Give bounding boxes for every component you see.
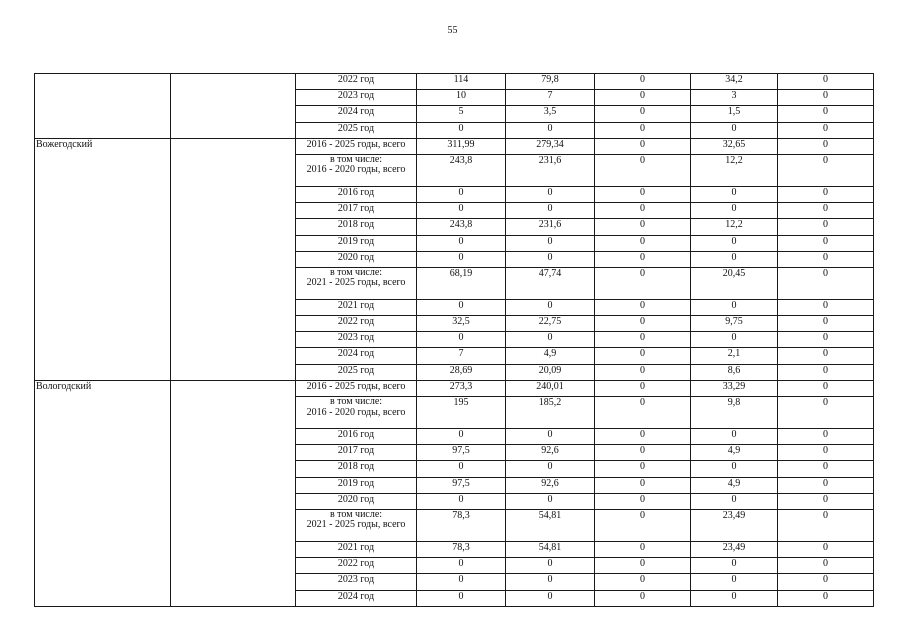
- total-value-cell: 114: [417, 74, 506, 90]
- total-value-cell: 32,5: [417, 316, 506, 332]
- value-col4-cell: 12,2: [691, 154, 778, 186]
- table-row: [35, 74, 874, 90]
- total-value-cell: 78,3: [417, 541, 506, 557]
- value-col3-cell: 0: [595, 122, 691, 138]
- value-col2-cell: 20,09: [506, 364, 595, 380]
- value-col5-cell: 0: [778, 203, 874, 219]
- value-col4-cell: 4,9: [691, 477, 778, 493]
- period-cell: 2024 год: [296, 106, 417, 122]
- value-col2-cell: 231,6: [506, 154, 595, 186]
- value-col2-cell: 0: [506, 299, 595, 315]
- period-line: 2021 - 2025 годы, всего: [306, 277, 406, 289]
- budget-table: [34, 73, 874, 607]
- value-col2-cell: 92,6: [506, 477, 595, 493]
- value-col5-cell: 0: [778, 235, 874, 251]
- total-value-cell: 0: [417, 235, 506, 251]
- value-col3-cell: 0: [595, 380, 691, 396]
- value-col4-cell: 0: [691, 590, 778, 606]
- period-cell: 2024 год: [296, 590, 417, 606]
- total-value-cell: 0: [417, 574, 506, 590]
- total-value-cell: 0: [417, 122, 506, 138]
- total-value-cell: 0: [417, 332, 506, 348]
- value-col2-cell: 0: [506, 590, 595, 606]
- value-col4-cell: 0: [691, 203, 778, 219]
- value-col5-cell: 0: [778, 461, 874, 477]
- value-col3-cell: 0: [595, 429, 691, 445]
- value-col3-cell: 0: [595, 154, 691, 186]
- value-col4-cell: 0: [691, 429, 778, 445]
- value-col4-cell: 0: [691, 299, 778, 315]
- value-col5-cell: 0: [778, 332, 874, 348]
- value-col5-cell: 0: [778, 90, 874, 106]
- total-value-cell: 0: [417, 251, 506, 267]
- period-line: в том числе:: [329, 509, 383, 520]
- period-cell: 2022 год: [296, 74, 417, 90]
- total-value-cell: 7: [417, 348, 506, 364]
- district-name-cell: [35, 74, 171, 139]
- period-cell: 2016 - 2025 годы, всего: [296, 138, 417, 154]
- value-col5-cell: 0: [778, 267, 874, 299]
- period-cell: 2023 год: [296, 332, 417, 348]
- period-line: 2016 - 2020 годы, всего: [306, 406, 406, 418]
- value-col2-cell: 4,9: [506, 348, 595, 364]
- value-col3-cell: 0: [595, 509, 691, 541]
- total-value-cell: 0: [417, 590, 506, 606]
- total-value-cell: 0: [417, 203, 506, 219]
- value-col5-cell: 0: [778, 509, 874, 541]
- value-col3-cell: 0: [595, 332, 691, 348]
- value-col4-cell: 9,8: [691, 397, 778, 429]
- value-col5-cell: 0: [778, 364, 874, 380]
- value-col3-cell: 0: [595, 235, 691, 251]
- value-col5-cell: 0: [778, 316, 874, 332]
- value-col5-cell: 0: [778, 154, 874, 186]
- total-value-cell: 28,69: [417, 364, 506, 380]
- total-value-cell: 243,8: [417, 219, 506, 235]
- value-col3-cell: 0: [595, 541, 691, 557]
- value-col2-cell: 0: [506, 122, 595, 138]
- value-col4-cell: 2,1: [691, 348, 778, 364]
- value-col5-cell: 0: [778, 493, 874, 509]
- value-col2-cell: 0: [506, 186, 595, 202]
- total-value-cell: 0: [417, 558, 506, 574]
- value-col5-cell: 0: [778, 106, 874, 122]
- value-col5-cell: 0: [778, 477, 874, 493]
- period-line: в том числе:: [329, 267, 383, 278]
- total-value-cell: 0: [417, 429, 506, 445]
- value-col5-cell: 0: [778, 541, 874, 557]
- value-col4-cell: 0: [691, 235, 778, 251]
- value-col2-cell: 79,8: [506, 74, 595, 90]
- value-col2-cell: 240,01: [506, 380, 595, 396]
- page-number: 55: [447, 25, 458, 36]
- value-col2-cell: 3,5: [506, 106, 595, 122]
- value-col2-cell: 0: [506, 251, 595, 267]
- value-col2-cell: 92,6: [506, 445, 595, 461]
- value-col4-cell: 3: [691, 90, 778, 106]
- value-col2-cell: 0: [506, 461, 595, 477]
- blank-column-cell: [171, 380, 296, 606]
- table-row: [35, 138, 874, 154]
- value-col2-cell: 185,2: [506, 397, 595, 429]
- value-col3-cell: 0: [595, 74, 691, 90]
- period-cell: 2023 год: [296, 90, 417, 106]
- total-value-cell: 0: [417, 299, 506, 315]
- value-col3-cell: 0: [595, 364, 691, 380]
- value-col3-cell: 0: [595, 203, 691, 219]
- total-value-cell: 273,3: [417, 380, 506, 396]
- period-cell: 2025 год: [296, 122, 417, 138]
- value-col3-cell: 0: [595, 90, 691, 106]
- value-col5-cell: 0: [778, 445, 874, 461]
- total-value-cell: 195: [417, 397, 506, 429]
- value-col5-cell: 0: [778, 251, 874, 267]
- value-col4-cell: 20,45: [691, 267, 778, 299]
- value-col4-cell: 34,2: [691, 74, 778, 90]
- value-col4-cell: 8,6: [691, 364, 778, 380]
- value-col5-cell: 0: [778, 397, 874, 429]
- value-col2-cell: 0: [506, 558, 595, 574]
- value-col2-cell: 47,74: [506, 267, 595, 299]
- value-col3-cell: 0: [595, 574, 691, 590]
- total-value-cell: 78,3: [417, 509, 506, 541]
- period-cell: 2021 год: [296, 299, 417, 315]
- value-col3-cell: 0: [595, 348, 691, 364]
- period-cell: 2018 год: [296, 219, 417, 235]
- period-cell: 2018 год: [296, 461, 417, 477]
- value-col3-cell: 0: [595, 316, 691, 332]
- value-col5-cell: 0: [778, 590, 874, 606]
- value-col2-cell: 0: [506, 429, 595, 445]
- period-cell: 2020 год: [296, 251, 417, 267]
- total-value-cell: 68,19: [417, 267, 506, 299]
- value-col3-cell: 0: [595, 493, 691, 509]
- blank-column-cell: [171, 138, 296, 380]
- period-cell: 2017 год: [296, 203, 417, 219]
- period-cell: 2019 год: [296, 235, 417, 251]
- value-col5-cell: 0: [778, 299, 874, 315]
- period-line: в том числе:: [329, 154, 383, 165]
- period-cell: 2017 год: [296, 445, 417, 461]
- total-value-cell: 311,99: [417, 138, 506, 154]
- value-col4-cell: 23,49: [691, 541, 778, 557]
- value-col5-cell: 0: [778, 219, 874, 235]
- value-col4-cell: 33,29: [691, 380, 778, 396]
- value-col5-cell: 0: [778, 186, 874, 202]
- value-col5-cell: 0: [778, 558, 874, 574]
- value-col2-cell: 231,6: [506, 219, 595, 235]
- value-col5-cell: 0: [778, 74, 874, 90]
- total-value-cell: 243,8: [417, 154, 506, 186]
- value-col4-cell: 4,9: [691, 445, 778, 461]
- value-col2-cell: 22,75: [506, 316, 595, 332]
- table-body: [35, 74, 874, 607]
- value-col2-cell: 54,81: [506, 541, 595, 557]
- value-col2-cell: 7: [506, 90, 595, 106]
- value-col3-cell: 0: [595, 106, 691, 122]
- value-col2-cell: 279,34: [506, 138, 595, 154]
- period-cell: 2021 год: [296, 541, 417, 557]
- district-name-cell: Вологодский: [35, 380, 171, 606]
- value-col3-cell: 0: [595, 267, 691, 299]
- value-col3-cell: 0: [595, 397, 691, 429]
- value-col4-cell: 23,49: [691, 509, 778, 541]
- table-row: [35, 380, 874, 396]
- period-line: 2021 - 2025 годы, всего: [306, 519, 406, 531]
- period-cell: 2024 год: [296, 348, 417, 364]
- value-col5-cell: 0: [778, 574, 874, 590]
- value-col3-cell: 0: [595, 461, 691, 477]
- value-col5-cell: 0: [778, 380, 874, 396]
- period-cell: 2019 год: [296, 477, 417, 493]
- value-col4-cell: 0: [691, 251, 778, 267]
- value-col4-cell: 1,5: [691, 106, 778, 122]
- value-col5-cell: 0: [778, 348, 874, 364]
- value-col4-cell: 0: [691, 574, 778, 590]
- period-cell: 2023 год: [296, 574, 417, 590]
- value-col3-cell: 0: [595, 558, 691, 574]
- value-col3-cell: 0: [595, 251, 691, 267]
- period-cell: 2016 - 2025 годы, всего: [296, 380, 417, 396]
- period-cell: [296, 397, 417, 429]
- value-col5-cell: 0: [778, 429, 874, 445]
- value-col3-cell: 0: [595, 477, 691, 493]
- period-cell: [296, 267, 417, 299]
- value-col4-cell: 0: [691, 558, 778, 574]
- period-line: в том числе:: [329, 396, 383, 407]
- value-col3-cell: 0: [595, 219, 691, 235]
- value-col4-cell: 32,65: [691, 138, 778, 154]
- value-col2-cell: 0: [506, 203, 595, 219]
- total-value-cell: 97,5: [417, 445, 506, 461]
- blank-column-cell: [171, 74, 296, 139]
- total-value-cell: 10: [417, 90, 506, 106]
- period-line: 2016 - 2020 годы, всего: [306, 164, 406, 176]
- value-col4-cell: 0: [691, 332, 778, 348]
- total-value-cell: 97,5: [417, 477, 506, 493]
- value-col3-cell: 0: [595, 445, 691, 461]
- value-col2-cell: 0: [506, 574, 595, 590]
- period-cell: [296, 154, 417, 186]
- period-cell: 2016 год: [296, 429, 417, 445]
- value-col5-cell: 0: [778, 122, 874, 138]
- value-col5-cell: 0: [778, 138, 874, 154]
- period-cell: 2016 год: [296, 186, 417, 202]
- value-col2-cell: 0: [506, 235, 595, 251]
- period-cell: 2022 год: [296, 558, 417, 574]
- value-col2-cell: 54,81: [506, 509, 595, 541]
- value-col4-cell: 0: [691, 186, 778, 202]
- value-col3-cell: 0: [595, 186, 691, 202]
- value-col3-cell: 0: [595, 590, 691, 606]
- value-col4-cell: 9,75: [691, 316, 778, 332]
- value-col4-cell: 0: [691, 122, 778, 138]
- period-cell: 2022 год: [296, 316, 417, 332]
- total-value-cell: 0: [417, 461, 506, 477]
- district-name-cell: Вожегодский: [35, 138, 171, 380]
- value-col4-cell: 12,2: [691, 219, 778, 235]
- value-col3-cell: 0: [595, 138, 691, 154]
- value-col3-cell: 0: [595, 299, 691, 315]
- period-cell: 2020 год: [296, 493, 417, 509]
- value-col2-cell: 0: [506, 332, 595, 348]
- value-col2-cell: 0: [506, 493, 595, 509]
- value-col4-cell: 0: [691, 493, 778, 509]
- total-value-cell: 0: [417, 493, 506, 509]
- period-cell: 2025 год: [296, 364, 417, 380]
- period-cell: [296, 509, 417, 541]
- total-value-cell: 5: [417, 106, 506, 122]
- total-value-cell: 0: [417, 186, 506, 202]
- value-col4-cell: 0: [691, 461, 778, 477]
